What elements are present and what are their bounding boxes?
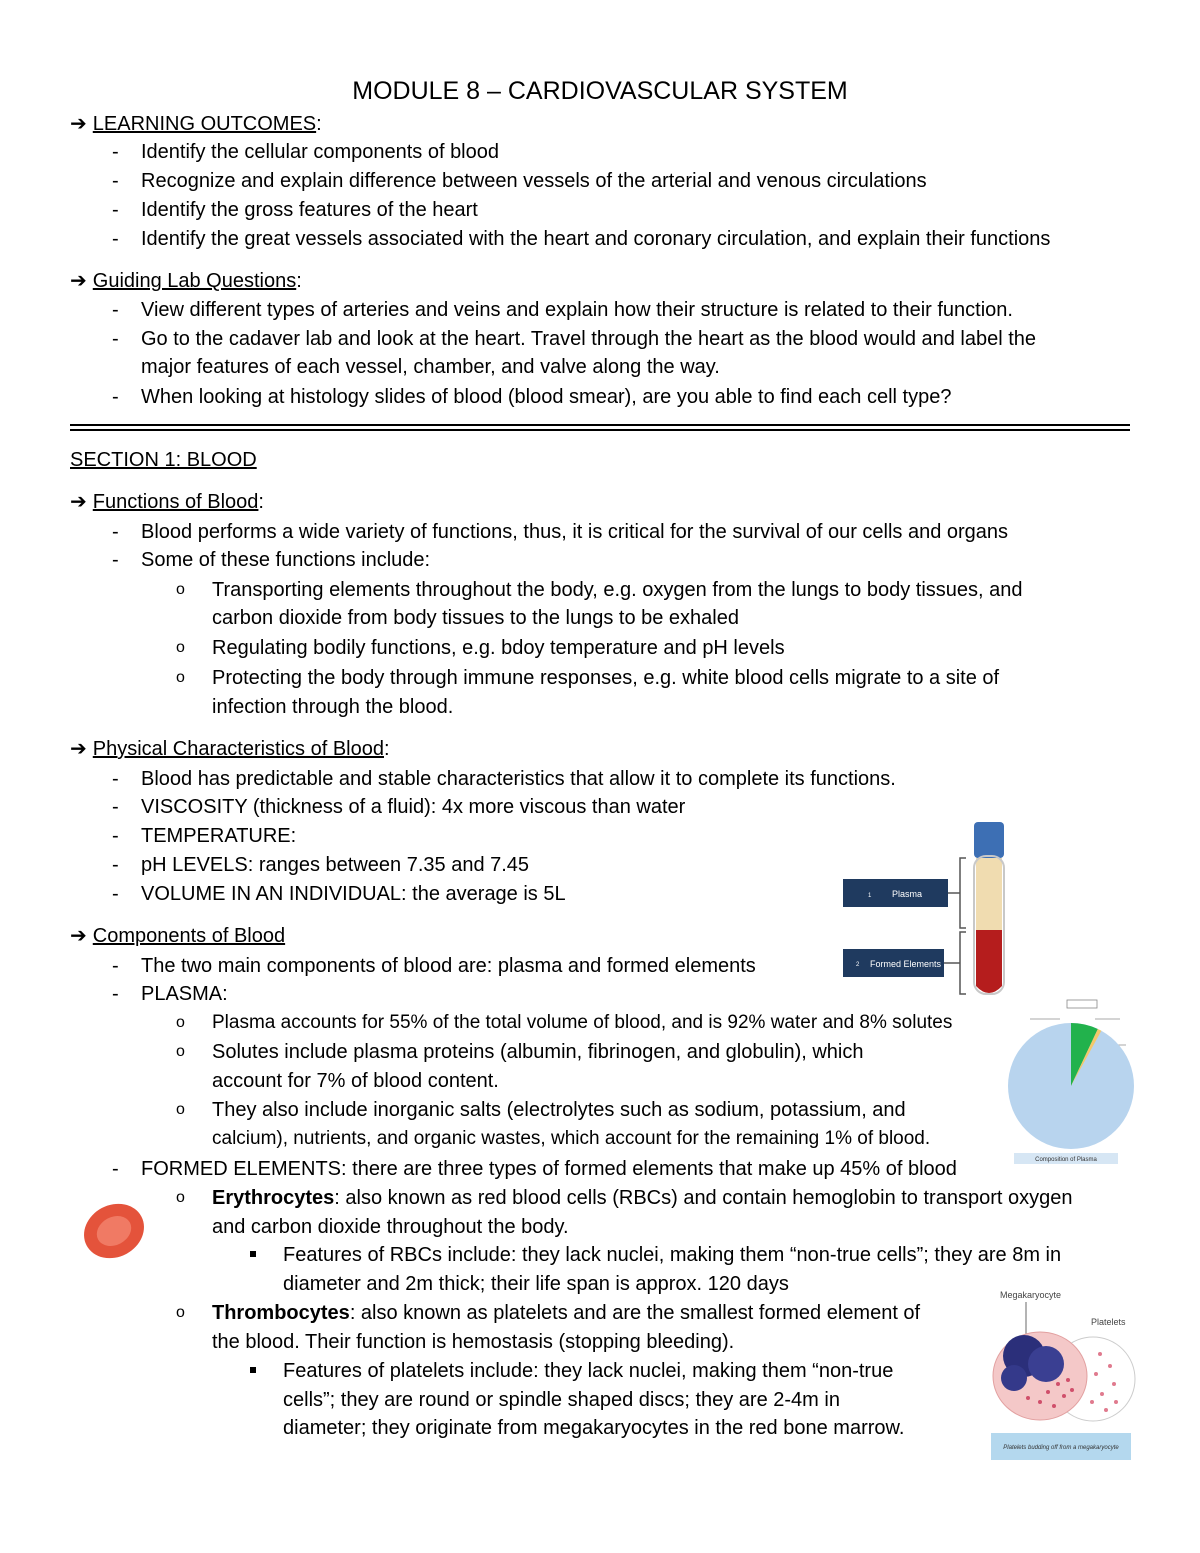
list-item: Go to the cadaver lab and look at the heart. Travel through the heart as the blood would and label the xyxy=(141,328,1037,350)
arrow-icon: ➔ xyxy=(70,113,87,135)
section-heading: SECTION 1: BLOOD xyxy=(70,449,257,471)
divider xyxy=(70,429,1130,431)
sub-item: They also include inorganic salts (electrolytes such as sodium, potassium, and xyxy=(212,1099,906,1121)
guiding-questions-heading: ➔ Guiding Lab Questions: xyxy=(70,270,302,292)
learning-outcomes-heading: ➔ LEARNING OUTCOMES: xyxy=(70,113,322,135)
arrow-icon: ➔ xyxy=(70,491,87,513)
formed-label: Formed Elements xyxy=(870,959,942,969)
functions-heading: ➔ Functions of Blood: xyxy=(70,491,264,513)
components-heading: ➔ Components of Blood xyxy=(70,925,286,947)
sub-item: Erythrocytes: also known as red blood cells (RBCs) and contain hemoglobin to transport oxygen xyxy=(212,1187,1073,1209)
list-item: VOLUME IN AN INDIVIDUAL: the average is 5L xyxy=(141,883,566,905)
tube-cap xyxy=(974,822,1004,858)
sub-item-continuation: account for 7% of blood content. xyxy=(212,1070,499,1092)
list-item: When looking at histology slides of blood (blood smear), are you able to find each cell type? xyxy=(141,386,952,408)
sub-sub-item: Features of platelets include: they lack nuclei, making them “non-true xyxy=(283,1360,894,1382)
square-bullet-icon xyxy=(250,1251,256,1257)
list-item: Identify the great vessels associated with the heart and coronary circulation, and explain their functions xyxy=(141,228,1051,250)
platelets-label: Platelets xyxy=(1091,1317,1126,1327)
platelet-caption: Platelets budding off from a megakaryocyte xyxy=(1003,1445,1119,1451)
plasma-number: 1 xyxy=(868,893,872,899)
divider xyxy=(70,424,1130,426)
sub-sub-item-continuation: diameter; they originate from megakaryocytes in the red bone marrow. xyxy=(283,1417,905,1439)
list-item: pH LEVELS: ranges between 7.35 and 7.45 xyxy=(141,854,530,876)
nucleus-lobe xyxy=(1028,1346,1064,1382)
arrow-icon: ➔ xyxy=(70,738,87,760)
page-title: MODULE 8 – CARDIOVASCULAR SYSTEM xyxy=(352,77,848,105)
list-item: TEMPERATURE: xyxy=(141,825,297,847)
list-item: View different types of arteries and veins and explain how their structure is related to their function. xyxy=(141,299,1013,321)
plasma-layer xyxy=(976,858,1002,930)
plasma-label: Plasma xyxy=(892,889,923,899)
sub-item-continuation: carbon dioxide from body tissues to the lungs to be exhaled xyxy=(212,607,739,629)
physical-heading: ➔ Physical Characteristics of Blood: xyxy=(70,738,390,760)
arrow-icon: ➔ xyxy=(70,270,87,292)
list-item: Identify the gross features of the heart xyxy=(141,199,478,221)
megakaryocyte-label: Megakaryocyte xyxy=(1000,1290,1062,1300)
megakaryocyte-figure xyxy=(988,1284,1138,1464)
sub-sub-item: Features of RBCs include: they lack nuclei, making them “non-true cells”; they are 8m in xyxy=(283,1244,1062,1266)
list-item: Recognize and explain difference between vessels of the arterial and venous circulations xyxy=(141,170,927,192)
arrow-icon: ➔ xyxy=(70,925,87,947)
list-item: The two main components of blood are: plasma and formed elements xyxy=(141,955,756,977)
sub-item: Transporting elements throughout the body, e.g. oxygen from the lungs to body tissues, and xyxy=(212,579,1023,601)
list-item: Blood performs a wide variety of functions, thus, it is critical for the survival of our cells and organs xyxy=(141,521,1009,543)
sub-item-continuation: calcium), nutrients, and organic wastes, which account for the remaining 1% of blood. xyxy=(212,1128,931,1149)
plasma-pie-figure xyxy=(1000,995,1135,1170)
list-item-continuation: major features of each vessel, chamber, and valve along the way. xyxy=(141,356,720,378)
sub-item: Solutes include plasma proteins (albumin, fibrinogen, and globulin), which xyxy=(212,1041,864,1063)
list-item: VISCOSITY (thickness of a fluid): 4x more viscous than water xyxy=(141,796,686,818)
sub-item: Thrombocytes: also known as platelets and are the smallest formed element of xyxy=(212,1302,921,1324)
sub-item-continuation: the blood. Their function is hemostasis (stopping bleeding). xyxy=(212,1331,735,1353)
red-blood-cell-figure xyxy=(78,1196,150,1266)
sub-item: Regulating bodily functions, e.g. bdoy temperature and pH levels xyxy=(212,637,785,659)
sub-item: Plasma accounts for 55% of the total volume of blood, and is 92% water and 8% solutes xyxy=(212,1012,953,1033)
list-item: Identify the cellular components of blood xyxy=(141,141,499,163)
sub-item: Protecting the body through immune responses, e.g. white blood cells migrate to a site of xyxy=(212,667,1000,689)
list-item: Some of these functions include: xyxy=(141,549,431,571)
list-item: Blood has predictable and stable characteristics that allow it to complete its functions. xyxy=(141,768,896,790)
sub-item-continuation: and carbon dioxide throughout the body. xyxy=(212,1216,569,1238)
nucleus-lobe xyxy=(1001,1365,1027,1391)
pie-caption: Composition of Plasma xyxy=(1035,1157,1097,1163)
list-item: PLASMA: xyxy=(141,983,228,1005)
sub-item-continuation: infection through the blood. xyxy=(212,696,454,718)
sub-sub-item-continuation: cells”; they are round or spindle shaped discs; they are 2-4m in xyxy=(283,1389,840,1411)
blood-tube-figure xyxy=(840,818,1015,1003)
square-bullet-icon xyxy=(250,1367,256,1373)
formed-number: 2 xyxy=(856,962,860,968)
list-item: FORMED ELEMENTS: there are three types of formed elements that make up 45% of blood xyxy=(141,1158,957,1180)
formed-elements-layer xyxy=(976,930,1002,993)
sub-sub-item-continuation: diameter and 2m thick; their life span is approx. 120 days xyxy=(283,1273,789,1295)
